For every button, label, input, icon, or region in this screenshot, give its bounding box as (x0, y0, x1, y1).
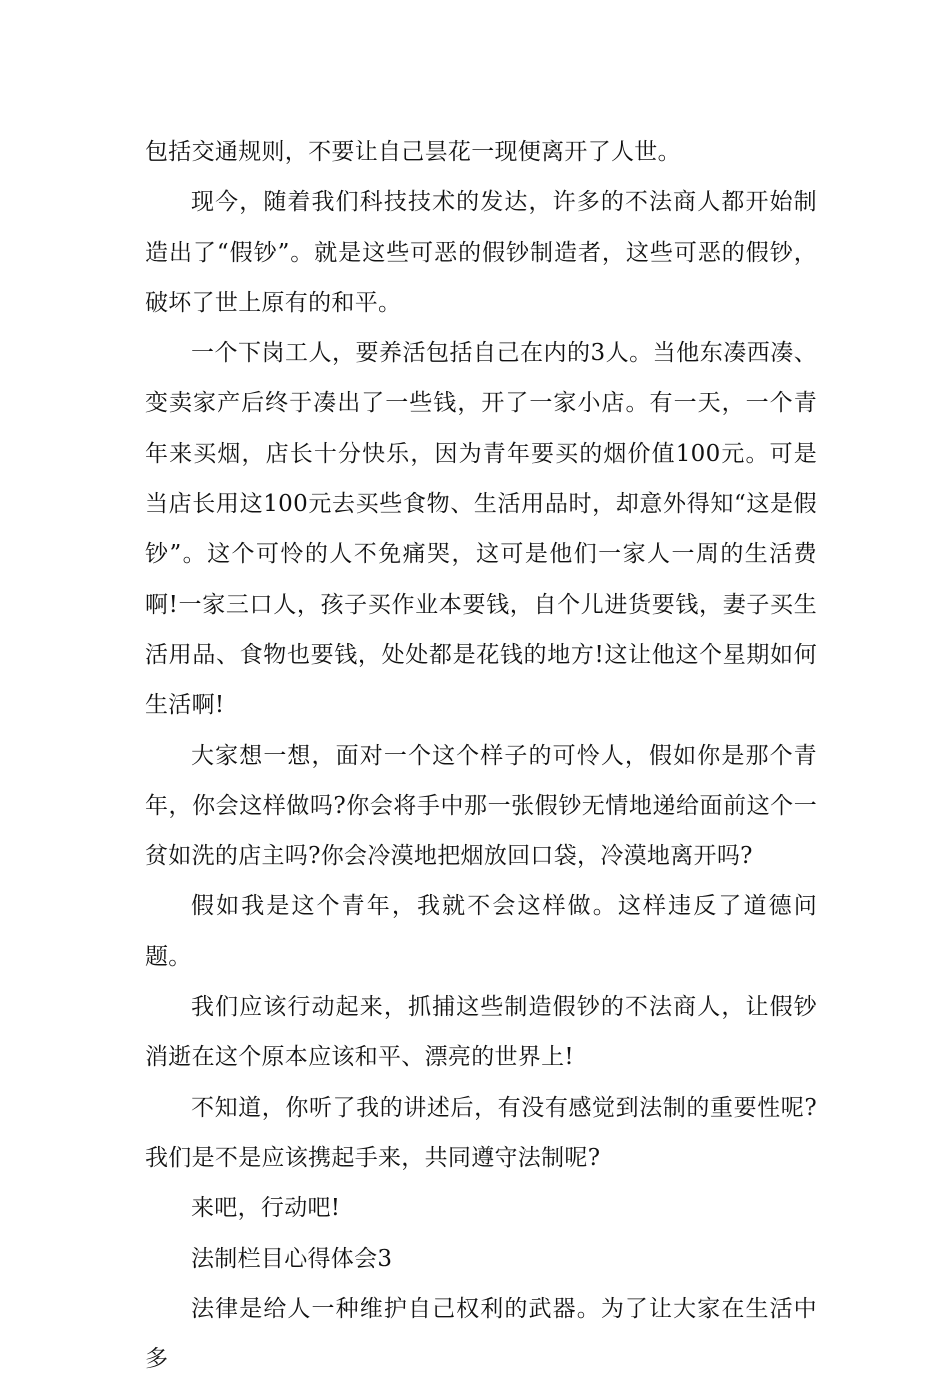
paragraph-7: 不知道，你听了我的讲述后，有没有感觉到法制的重要性呢?我们是不是应该携起手来，共同遵守法制呢? (145, 1094, 817, 1171)
paragraph-6: 我们应该行动起来，抓捕这些制造假钞的不法商人，让假钞消逝在这个原本应该和平、漂亮的世界上! (145, 994, 817, 1071)
document-body (145, 127, 817, 1384)
section-heading: 法制栏目心得体会3 (191, 1245, 393, 1272)
paragraph-8: 来吧，行动吧! (191, 1195, 341, 1222)
paragraph-3: 一个下岗工人，要养活包括自己在内的3人。当他东凑西凑、变卖家产后终于凑出了一些钱，开了一家小店。有一天，一个青年来买烟，店长十分快乐，因为青年要买的烟价值100元。可是当店长用这100元去买些食物、生活用品时，却意外得知“这是假钞”。这个可怜的人不免痛哭，这可是他们一家人一周的生活费啊!一家三口人，孩子买作业本要钱，自个儿进货要钱，妻子买生活用品、食物也要钱，处处都是花钱的地方!这让他这个星期如何生活啊! (145, 340, 817, 719)
paragraph-2: 现今，随着我们科技技术的发达，许多的不法商人都开始制造出了“假钞”。就是这些可恶的假钞制造者，这些可恶的假钞，破坏了世上原有的和平。 (145, 189, 817, 316)
paragraph-9: 法律是给人一种维护自己权利的武器。为了让大家在生活中多 (145, 1295, 817, 1373)
paragraph-1: 包括交通规则，不要让自己昙花一现便离开了人世。 (145, 139, 681, 165)
paragraph-4: 大家想一想，面对一个这个样子的可怜人，假如你是那个青年，你会这样做吗?你会将手中那一张假钞无情地递给面前这个一贫如洗的店主吗?你会冷漠地把烟放回口袋，冷漠地离开吗? (145, 742, 817, 870)
paragraph-5: 假如我是这个青年，我就不会这样做。这样违反了道德问题。 (145, 893, 817, 970)
